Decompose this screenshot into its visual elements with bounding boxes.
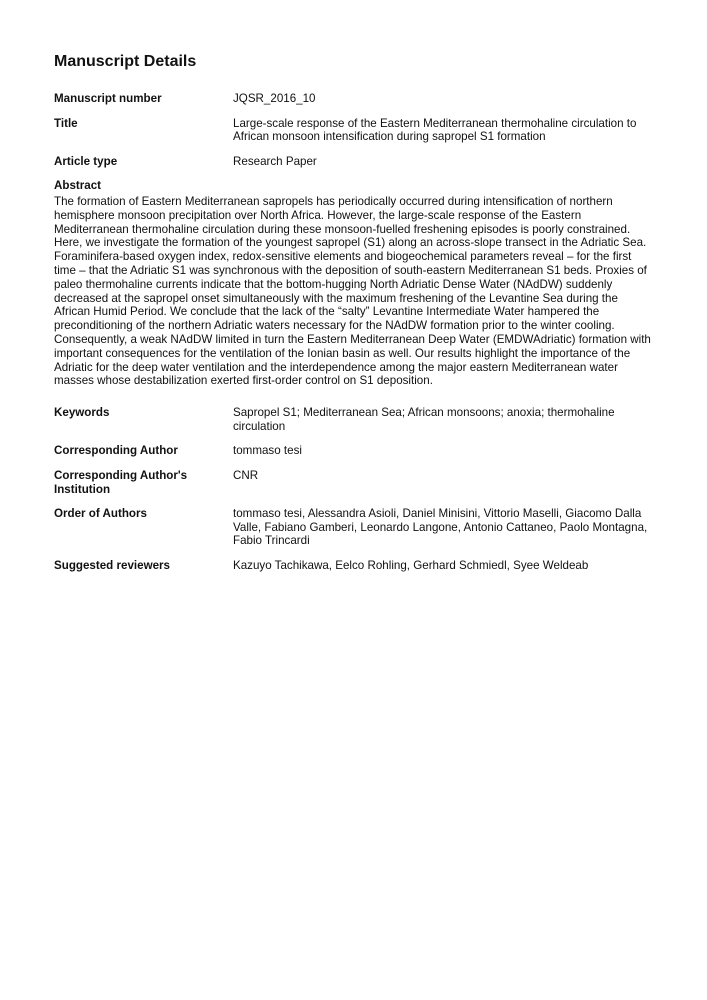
title-value: Large-scale response of the Eastern Mediterranean thermohaline circulation to African monsoon intensification during sapropel S1 formation xyxy=(233,116,637,144)
institution-row xyxy=(54,469,654,496)
institution-label: Corresponding Author's Institution xyxy=(54,468,188,496)
manuscript-number-row xyxy=(54,92,654,106)
keywords-value: Sapropel S1; Mediterranean Sea; African monsoons; anoxia; thermohaline circulation xyxy=(233,406,615,433)
order-of-authors-row xyxy=(54,507,654,548)
article-type-value: Research Paper xyxy=(233,154,317,168)
article-type-row xyxy=(54,155,654,169)
abstract-heading: Abstract xyxy=(54,179,102,193)
corresponding-author-value: tommaso tesi xyxy=(233,444,302,458)
title-label: Title xyxy=(54,116,78,130)
manuscript-number-label: Manuscript number xyxy=(54,92,162,105)
order-of-authors-label: Order of Authors xyxy=(54,507,147,521)
suggested-reviewers-row xyxy=(54,559,654,573)
manuscript-details-page xyxy=(54,52,654,583)
abstract-text: The formation of Eastern Mediterranean sapropels has periodically occurred during intensification of northern hemisphere monsoon precipitation over North Africa. However, the large-scale response of the Eastern Mediterranean thermohaline circulation during these monsoon-fuelled freshening episodes is poorly constrained. Here, we investigate the formation of the youngest sapropel (S1) along an across-slope transect in the Adriatic Sea. Foraminifera-based oxygen index, redox-sensitive elements and biogeochemical parameters reveal – for the first time – that the Adriatic S1 was synchronous with the deposition of south-eastern Mediterranean S1 beds. Proxies of paleo thermohaline currents indicate that the bottom-hugging North Adriatic Dense Water (NAdDW) suddenly decreased at the sapropel onset simultaneously with the maximum freshening of the Levantine Sea during the African Humid Period. We conclude that the lack of the “salty” Levantine Intermediate Water hampered the preconditioning of the northern Adriatic waters necessary for the NAdDW formation prior to the winter cooling. Consequently, a weak NAdDW limited in turn the Eastern Mediterranean Deep Water (EMDWAdriatic) formation with important consequences for the ventilation of the Ionian basin as well. Our results highlight the importance of the Adriatic for the deep water ventilation and the interdependence among the major eastern Mediterranean water masses whose destabilization exerted first-order control on S1 deposition. xyxy=(54,194,651,388)
title-row xyxy=(54,117,654,144)
article-type-label: Article type xyxy=(54,154,118,168)
page-title: Manuscript Details xyxy=(54,53,197,70)
keywords-label: Keywords xyxy=(54,406,110,420)
order-of-authors-value: tommaso tesi, Alessandra Asioli, Daniel Minisini, Vittorio Maselli, Giacomo Dalla Valle, Fabiano Gamberi, Leonardo Langone, Antonio Cattaneo, Paolo Montagna, Fabio Trincardi xyxy=(233,507,648,548)
corresponding-author-label: Corresponding Author xyxy=(54,444,178,458)
institution-value: CNR xyxy=(233,468,259,482)
suggested-reviewers-label: Suggested reviewers xyxy=(54,558,170,572)
corresponding-author-row xyxy=(54,444,654,458)
manuscript-number-value: JQSR_2016_10 xyxy=(233,92,316,105)
suggested-reviewers-value: Kazuyo Tachikawa, Eelco Rohling, Gerhard Schmiedl, Syee Weldeab xyxy=(233,558,589,572)
keywords-row xyxy=(54,406,654,433)
